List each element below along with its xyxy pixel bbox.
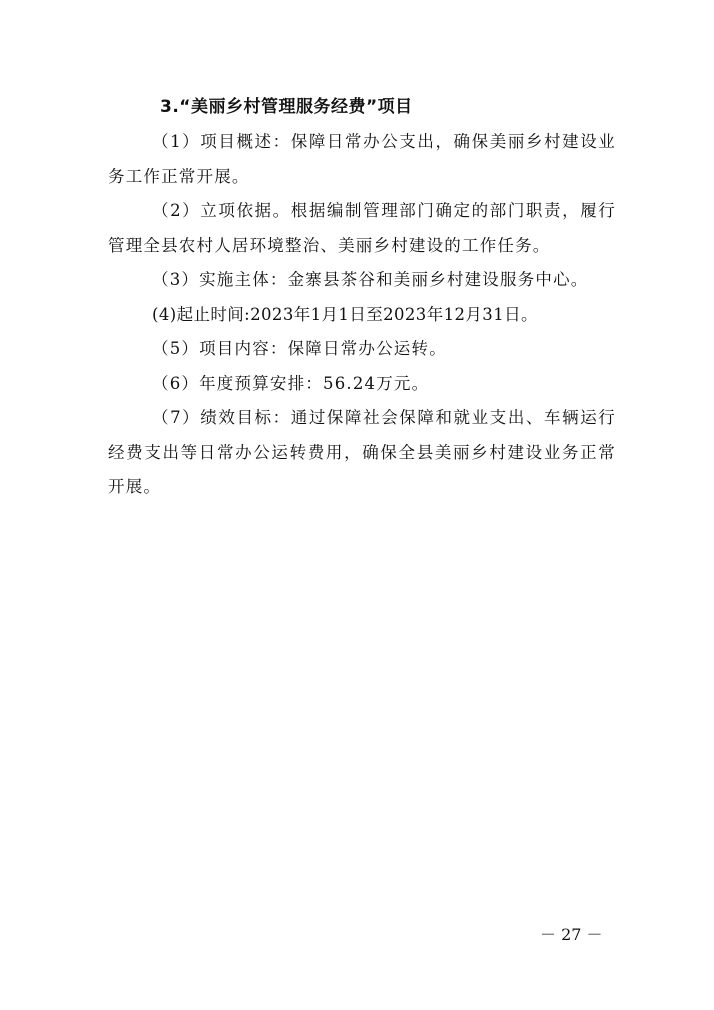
section-heading: 3.“美丽乡村管理服务经费”项目 (160, 97, 413, 117)
paragraph-budget: （6）年度预算安排：56.24万元。 (152, 373, 430, 393)
paragraph-basis: （2）立项依据。根据编制管理部门确定的部门职责，履行管理全县农村人居环境整治、美丽乡村建设的工作任务。 (108, 201, 616, 255)
document-body (108, 92, 616, 505)
paragraph-overview: （1）项目概述：保障日常办公支出，确保美丽乡村建设业务工作正常开展。 (108, 132, 616, 186)
paragraph-goals: （7）绩效目标：通过保障社会保障和就业支出、车辆运行经费支出等日常办公运转费用，确保全县美丽乡村建设业务正常开展。 (108, 408, 616, 496)
paragraph-period: (4)起止时间:2023年1月1日至2023年12月31日。 (152, 304, 538, 324)
page-number: － 27 － (540, 925, 603, 944)
paragraph-implementer: （3）实施主体：金寨县茶谷和美丽乡村建设服务中心。 (152, 270, 589, 289)
paragraph-content: （5）项目内容：保障日常办公运转。 (152, 339, 447, 358)
